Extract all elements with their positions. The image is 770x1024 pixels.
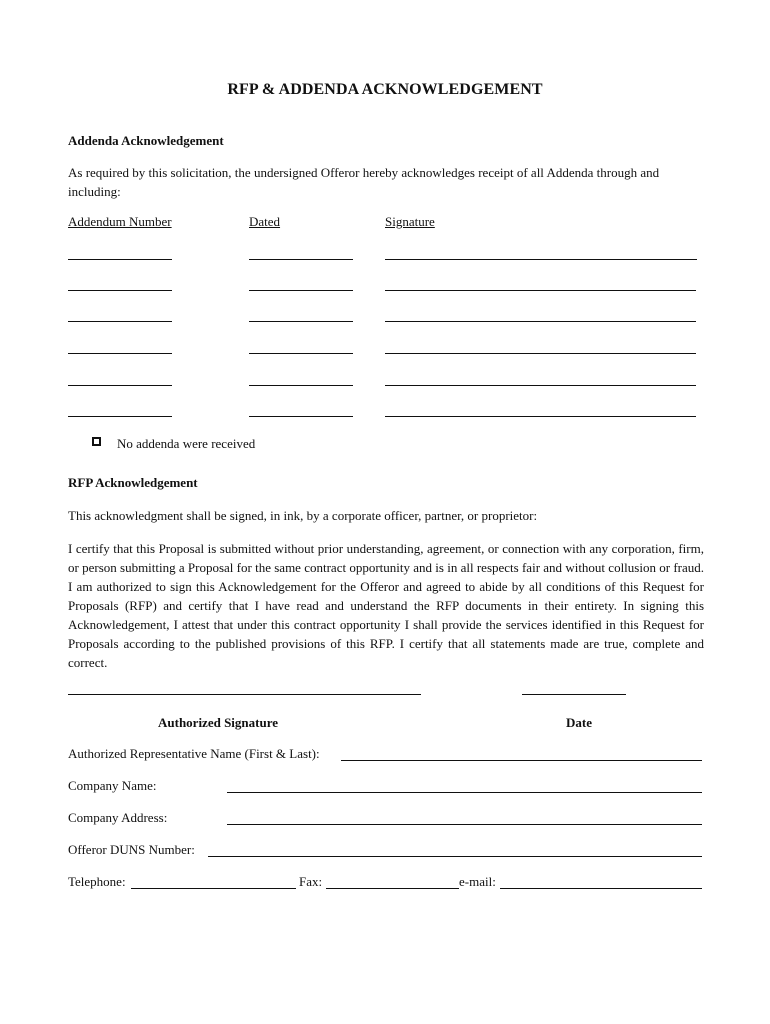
addendum-signature-field[interactable] <box>385 290 696 291</box>
addendum-number-field[interactable] <box>68 385 172 386</box>
addendum-date-field[interactable] <box>249 385 353 386</box>
authorized-signature-line[interactable] <box>68 694 421 695</box>
company-address-label: Company Address: <box>68 810 168 825</box>
column-dated: Dated <box>249 214 281 229</box>
no-addenda-checkbox[interactable] <box>92 437 101 446</box>
email-field[interactable] <box>500 888 702 889</box>
fax-label: Fax: <box>299 874 323 889</box>
company-name-label: Company Name: <box>68 778 157 793</box>
addendum-signature-field[interactable] <box>385 259 697 260</box>
duns-label: Offeror DUNS Number: <box>68 842 195 857</box>
company-address-field[interactable] <box>227 824 702 825</box>
addendum-date-field[interactable] <box>249 259 353 260</box>
addendum-signature-field[interactable] <box>385 385 696 386</box>
addendum-number-field[interactable] <box>68 290 172 291</box>
fax-field[interactable] <box>326 888 459 889</box>
telephone-field[interactable] <box>131 888 296 889</box>
sign-instruction: This acknowledgment shall be signed, in ink, by a corporate officer, partner, or proprietor: <box>68 508 538 523</box>
addendum-date-field[interactable] <box>249 353 353 354</box>
page-title: RFP & ADDENDA ACKNOWLEDGEMENT <box>227 81 543 98</box>
addendum-date-field[interactable] <box>249 290 353 291</box>
rep-name-field[interactable] <box>341 760 702 761</box>
authorized-signature-label: Authorized Signature <box>158 715 279 730</box>
email-label: e-mail: <box>459 874 496 889</box>
telephone-label: Telephone: <box>68 874 126 889</box>
rep-name-label: Authorized Representative Name (First & Last): <box>68 746 320 761</box>
addendum-signature-field[interactable] <box>385 321 696 322</box>
addendum-date-field[interactable] <box>249 416 353 417</box>
duns-field[interactable] <box>208 856 702 857</box>
addendum-number-field[interactable] <box>68 321 172 322</box>
addendum-number-field[interactable] <box>68 353 172 354</box>
addendum-signature-field[interactable] <box>385 416 696 417</box>
no-addenda-label: No addenda were received <box>117 436 256 451</box>
column-signature: Signature <box>385 214 435 229</box>
company-name-field[interactable] <box>227 792 702 793</box>
addendum-signature-field[interactable] <box>385 353 696 354</box>
rfp-heading: RFP Acknowledgement <box>68 475 198 490</box>
signature-date-line[interactable] <box>522 694 626 695</box>
addenda-heading: Addenda Acknowledgement <box>68 133 224 148</box>
addendum-number-field[interactable] <box>68 259 172 260</box>
date-label: Date <box>566 715 592 730</box>
column-addendum-number: Addendum Number <box>68 214 172 229</box>
addendum-number-field[interactable] <box>68 416 172 417</box>
certification-paragraph: I certify that this Proposal is submitted without prior understanding, agreement, or connection with any corporation, firm, or person submitting a Proposal for the same contract opportunity and is in all respects fair and without collusion or fraud. I am authorized to sign this Acknowledgement for the Offeror and agreed to abide by all conditions of this Request for Proposals (RFP) and certify that I have read and understand the RFP documents in their entirety. In signing this Acknowledgement, I attest that under this contract opportunity I shall provide the services identified in this Request for Proposals according to the published provisions of this RFP. I certify that all statements made are true, complete and correct. <box>68 541 704 670</box>
addenda-intro: As required by this solicitation, the undersigned Offeror hereby acknowledges receipt of all Addenda through and including: <box>68 165 660 199</box>
addendum-date-field[interactable] <box>249 321 353 322</box>
